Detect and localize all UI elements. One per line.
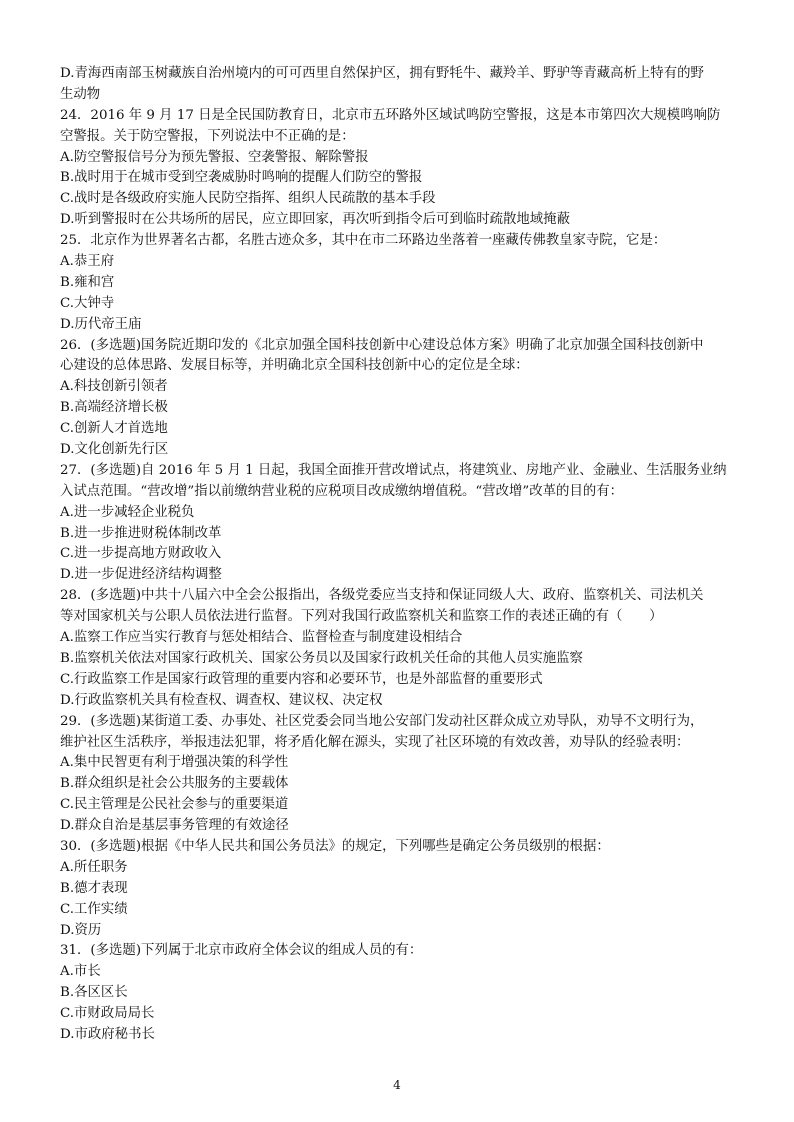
text-line: A.集中民智更有利于增强决策的科学性 — [60, 755, 289, 771]
text-line: D.市政府秘书长 — [60, 1026, 155, 1042]
text-line: D.行政监察机关具有检查权、调查权、建议权、决定权 — [60, 692, 383, 708]
text-line: A.市长 — [60, 964, 101, 980]
text-line: D.听到警报时在公共场所的居民，应立即回家，再次听到指令后可到临时疏散地域掩蔽 — [60, 212, 570, 228]
text-line: A.监察工作应当实行教育与惩处相结合、监督检查与制度建设相结合 — [60, 630, 463, 646]
text-line: 入试点范围。“营改增”指以前缴纳营业税的应税项目改成缴纳增值税。“营改增”改革的目的有： — [60, 483, 624, 499]
text-line: B.高端经济增长极 — [60, 400, 168, 416]
text-line: C.战时是各级政府实施人民防空指挥、组织人民疏散的基本手段 — [60, 191, 436, 207]
text-line: D.历代帝王庙 — [60, 316, 142, 332]
text-line: 31．(多选题)下列属于北京市政府全体会议的组成人员的有： — [60, 943, 423, 959]
text-line: D.文化创新先行区 — [60, 442, 169, 458]
text-line: D.群众自治是基层事务管理的有效途径 — [60, 818, 289, 834]
text-line: 27．(多选题)自 2016 年 5 月 1 日起，我国全面推开营改增试点，将建筑业、房地产业、金融业、生活服务业纳 — [60, 462, 727, 478]
text-line: 空警报。关于防空警报，下列说法中不正确的是： — [60, 128, 355, 144]
text-line: A.防空警报信号分为预先警报、空袭警报、解除警报 — [60, 149, 369, 165]
text-line: D.资历 — [60, 922, 102, 938]
text-line: 24．2016 年 9 月 17 日是全民国防教育日，北京市五环路外区域试鸣防空警报，这是本市第四次大规模鸣响防 — [60, 107, 721, 123]
text-line: D.进一步促进经济结构调整 — [60, 567, 222, 583]
text-line: B.进一步推进财税体制改革 — [60, 525, 222, 541]
document-body — [60, 64, 740, 1046]
text-line: C.进一步提高地方财政收入 — [60, 546, 222, 562]
text-line: 30．(多选题)根据《中华人民共和国公务员法》的规定，下列哪些是确定公务员级别的根据： — [60, 838, 610, 854]
text-line: C.市财政局局长 — [60, 1006, 155, 1022]
text-line: 25．北京作为世界著名古都，名胜古迹众多，其中在市二环路边坐落着一座藏传佛教皇家寺院，它是： — [60, 233, 667, 249]
text-line: C.工作实绩 — [60, 901, 128, 917]
text-line: B.德才表现 — [60, 880, 128, 896]
text-line: A.恭王府 — [60, 254, 115, 270]
text-line: B.战时用于在城市受到空袭威胁时鸣响的提醒人们防空的警报 — [60, 170, 423, 186]
text-line: D.青海西南部玉树藏族自治州境内的可可西里自然保护区，拥有野牦牛、藏羚羊、野驴等青藏高析上特有的野 — [60, 66, 704, 81]
text-line: A.进一步减轻企业税负 — [60, 504, 195, 520]
text-line: 29．(多选题)某街道工委、办事处、社区党委会同当地公安部门发动社区群众成立劝导队，劝导不文明行为， — [60, 713, 704, 729]
text-line: B.雍和宫 — [60, 274, 115, 290]
text-line: A.科技创新引领者 — [60, 379, 168, 395]
text-line: A.所任职务 — [60, 859, 128, 875]
text-line: C.创新人才首选地 — [60, 421, 168, 437]
text-line: 心建设的总体思路、发展目标等，并明确北京全国科技创新中心的定位是全球： — [60, 358, 529, 374]
text-line: C.民主管理是公民社会参与的重要渠道 — [60, 797, 289, 813]
text-line: 维护社区生活秩序，举报违法犯罪，将矛盾化解在源头，实现了社区环境的有效改善，劝导队的经验表明： — [60, 734, 690, 750]
text-line: 等对国家机关与公职人员依法进行监督。下列对我国行政监察机关和监察工作的表述正确的有（ ） — [60, 609, 663, 625]
text-line: 28．(多选题)中共十八届六中全会公报指出，各级党委应当支持和保证同级人大、政府、监察机关、司法机关 — [60, 588, 704, 604]
page-number: 4 — [393, 1078, 401, 1092]
text-line: 生动物 — [60, 86, 101, 102]
text-line: B.群众组织是社会公共服务的主要载体 — [60, 776, 289, 792]
text-line: C.行政监察工作是国家行政管理的重要内容和必要环节，也是外部监督的重要形式 — [60, 671, 543, 687]
text-line: C.大钟寺 — [60, 295, 115, 311]
text-line: 26．(多选题)国务院近期印发的《北京加强全国科技创新中心建设总体方案》明确了北京加强全国科技创新中 — [60, 337, 704, 353]
text-line: B.各区区长 — [60, 985, 128, 1001]
text-line: B.监察机关依法对国家行政机关、国家公务员以及国家行政机关任命的其他人员实施监察 — [60, 650, 583, 666]
